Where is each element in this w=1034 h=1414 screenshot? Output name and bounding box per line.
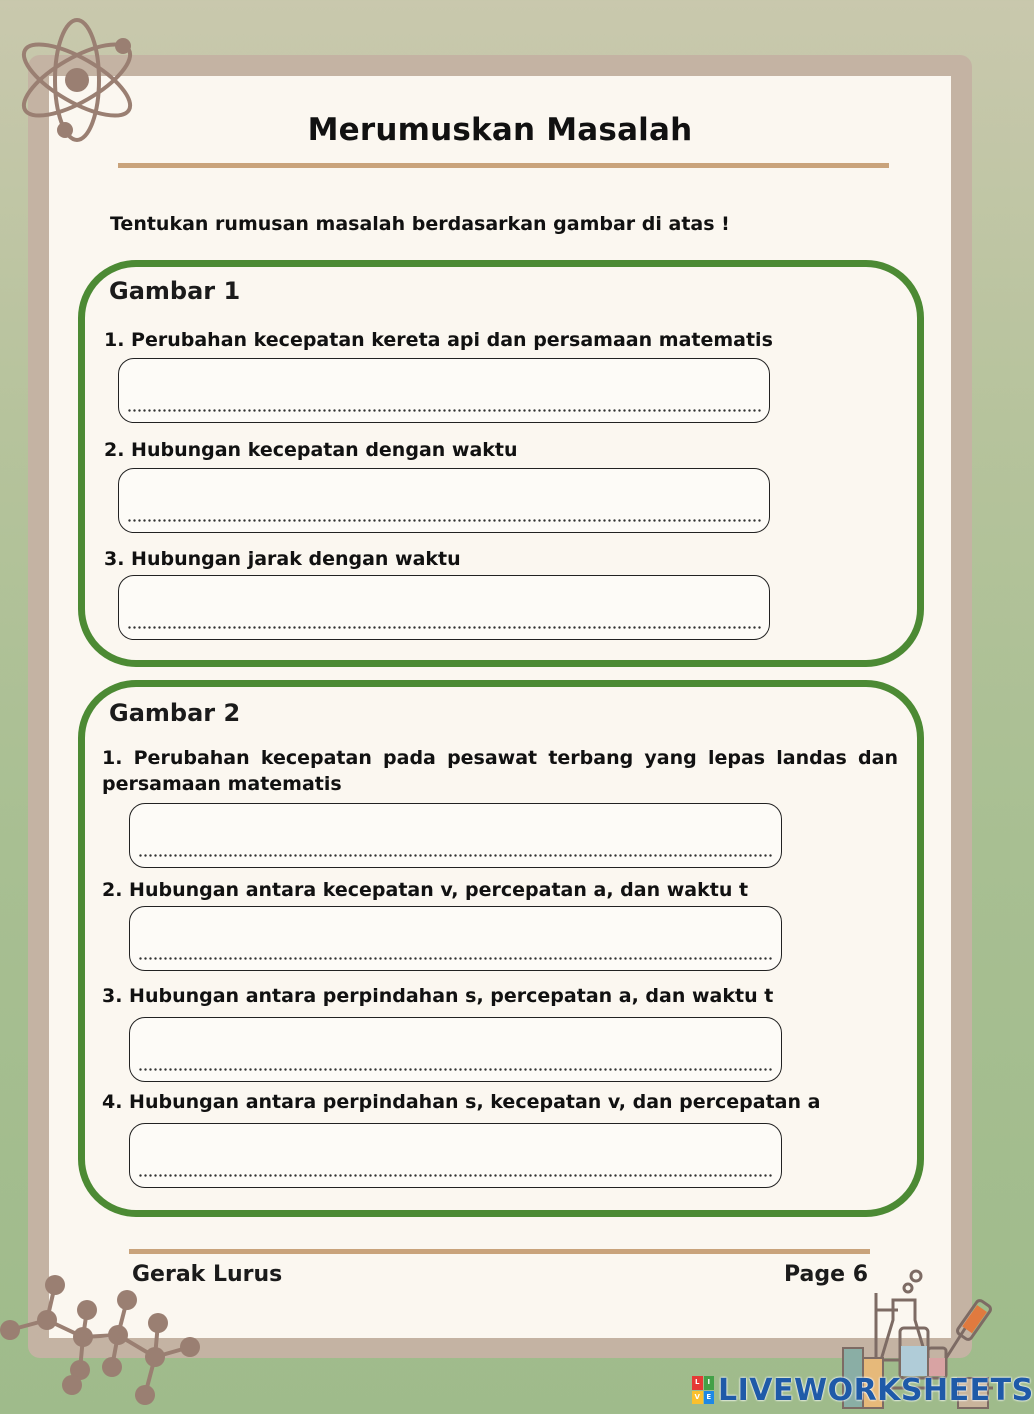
gambar-1-answer-1-input[interactable] [131,369,757,399]
gambar-1-answer-2-input[interactable] [131,479,757,509]
footer-divider [129,1249,870,1254]
gambar-2-answer-2-input[interactable] [142,917,769,947]
page-number: Page 6 [784,1262,869,1287]
gambar-2-question-1: 1. Perubahan kecepatan pada pesawat terbang yang lepas landas dan persamaan matematis [102,747,898,795]
dotted-line [127,409,761,412]
gambar-2-question-3: 3. Hubungan antara perpindahan s, percepatan a, dan waktu t [102,985,774,1007]
instruction-text: Tentukan rumusan masalah berdasarkan gambar di atas ! [110,213,730,235]
gambar-2-title: Gambar 2 [109,699,241,727]
liveworksheets-text: LIVEWORKSHEETS [718,1372,1034,1408]
gambar-1-question-2: 2. Hubungan kecepatan dengan waktu [104,439,518,461]
gambar-2-answer-4[interactable] [129,1123,782,1188]
gambar-2-question-4: 4. Hubungan antara perpindahan s, kecepatan v, dan percepatan a [102,1091,821,1113]
gambar-2-answer-1[interactable] [129,803,782,868]
dotted-line [127,519,761,522]
dotted-line [138,1068,773,1071]
liveworksheets-brand[interactable] [692,1373,1034,1407]
gambar-1-title: Gambar 1 [109,277,241,305]
dotted-line [138,957,773,960]
gambar-2-answer-1-input[interactable] [142,814,769,844]
dotted-line [138,1174,773,1177]
footer-topic: Gerak Lurus [132,1262,283,1287]
molecule-icon [0,1265,210,1414]
title-divider [118,163,889,168]
gambar-2-answer-2[interactable] [129,906,782,971]
gambar-2-answer-3[interactable] [129,1017,782,1082]
gambar-1-answer-1[interactable] [118,358,770,423]
dotted-line [127,626,761,629]
gambar-1-answer-2[interactable] [118,468,770,533]
dotted-line [138,854,773,857]
gambar-2-answer-3-input[interactable] [142,1028,769,1058]
liveworksheets-logo-icon: L I V E [692,1376,714,1404]
gambar-2-answer-4-input[interactable] [142,1134,769,1164]
gambar-1-question-1: 1. Perubahan kecepatan kereta api dan persamaan matematis [104,329,773,351]
gambar-1-answer-3[interactable] [118,575,770,640]
page-title: Merumuskan Masalah [307,112,693,148]
gambar-1-question-3: 3. Hubungan jarak dengan waktu [104,548,461,570]
gambar-2-question-2: 2. Hubungan antara kecepatan v, percepatan a, dan waktu t [102,879,749,901]
gambar-1-answer-3-input[interactable] [131,586,757,616]
